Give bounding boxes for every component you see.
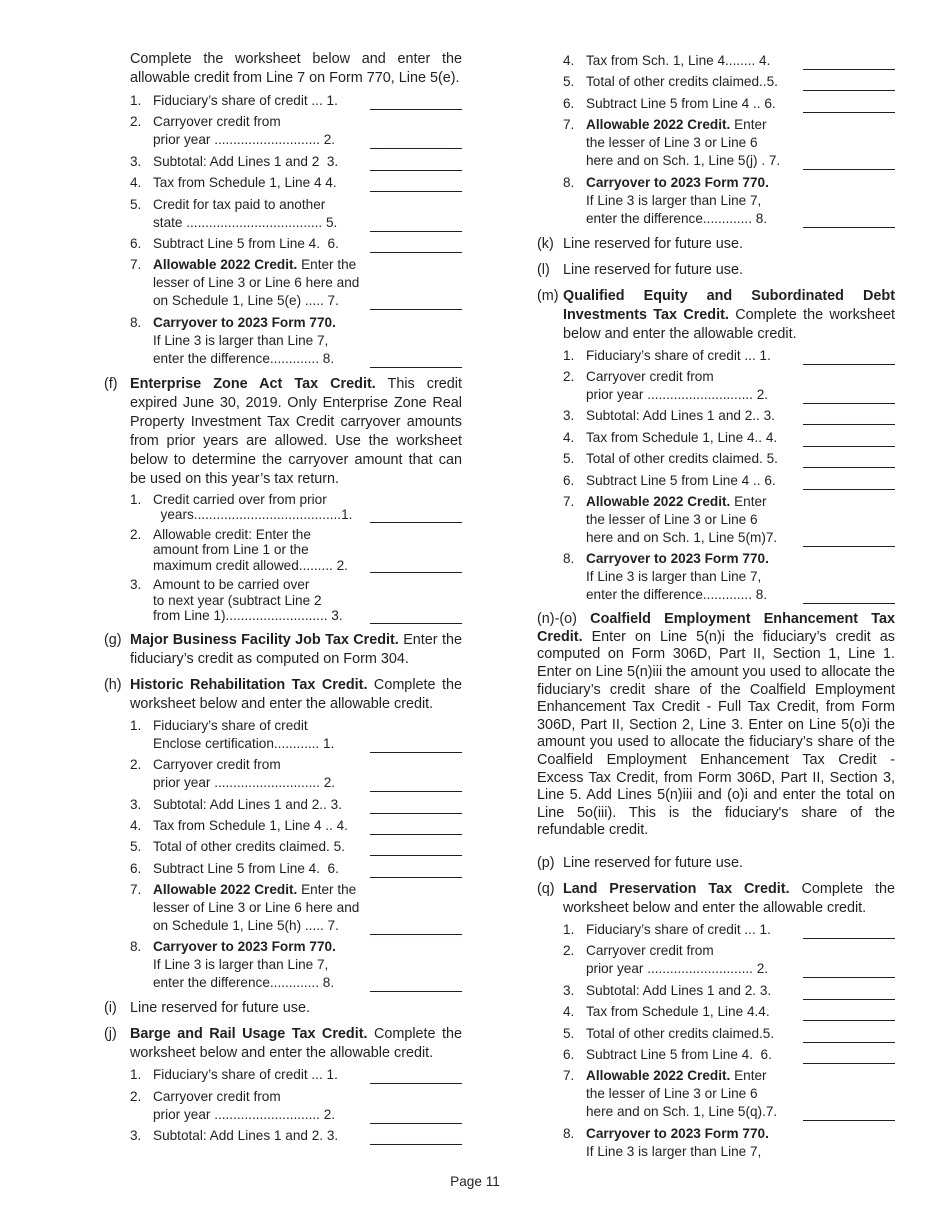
item-number: 3. (130, 796, 142, 812)
item-text: the lesser of Line 3 or Line 6 (586, 1086, 758, 1102)
item-bold-label: Carryover to 2023 Form 770. (586, 174, 769, 190)
amount-entry-line[interactable] (803, 1050, 895, 1064)
item-text: Carryover credit from (586, 368, 714, 384)
item-number: 5. (130, 196, 142, 212)
worksheet-item (563, 1025, 895, 1043)
item-number: 7. (130, 882, 142, 898)
worksheet-j (130, 1066, 462, 1145)
item-text: Fiduciary’s share of credit ... 1. (153, 93, 338, 108)
item-text: If Line 3 is larger than Line 7, (153, 332, 329, 348)
item-text: Tax from Sch. 1, Line 4........ 4. (586, 53, 771, 68)
section-h (104, 676, 462, 993)
item-number: 2. (563, 368, 575, 384)
worksheet-item (563, 1046, 895, 1064)
worksheet-item (130, 796, 462, 814)
item-number: 2. (130, 757, 142, 773)
worksheet-j-continued (563, 52, 895, 228)
item-bold-label: Carryover to 2023 Form 770. (153, 939, 336, 955)
item-number: 1. (130, 1067, 142, 1083)
worksheet-item (130, 756, 462, 792)
item-text: Carryover credit from (153, 1088, 281, 1104)
section-title: Qualified Equity and Subordinated Debt Investments Tax Credit. (563, 287, 895, 323)
item-bold-label: Carryover to 2023 Form 770. (153, 314, 336, 330)
amount-entry-line[interactable] (803, 411, 895, 425)
worksheet-item (130, 1066, 462, 1084)
item-heading-text: Enter (730, 493, 767, 509)
item-text: Fiduciary’s share of credit ... 1. (586, 347, 771, 363)
amount-entry-line[interactable] (803, 1029, 895, 1043)
item-number: 3. (130, 153, 142, 169)
section-letter: (m) (537, 287, 559, 304)
worksheet-item (563, 1125, 895, 1161)
item-number: 8. (563, 1125, 575, 1141)
item-number: 4. (563, 429, 575, 445)
worksheet-item (130, 860, 462, 878)
item-heading (153, 881, 462, 899)
item-number: 3. (563, 408, 575, 424)
item-number: 4. (563, 1004, 575, 1020)
section-letter: (p) (537, 855, 555, 872)
item-text: Carryover credit from (586, 943, 714, 959)
section-j (104, 1025, 462, 1145)
item-number: 1. (130, 93, 142, 108)
item-text: Tax from Schedule 1, Line 4.4. (586, 1004, 770, 1020)
item-text: Subtotal: Add Lines 1 and 2. 3. (586, 982, 772, 998)
section-text: Line reserved for future use. (130, 1000, 310, 1017)
item-text: If Line 3 is larger than Line 7, (586, 192, 762, 208)
item-number: 6. (563, 1046, 575, 1062)
item-number: 4. (563, 53, 575, 68)
worksheet-m (563, 347, 895, 605)
item-text: here and on Sch. 1, Line 5(m)7. (586, 529, 778, 545)
amount-entry-line[interactable] (370, 1110, 462, 1124)
amount-entry-line[interactable] (803, 390, 895, 404)
amount-entry-line[interactable] (370, 800, 462, 814)
section-text: Line reserved for future use. (563, 261, 743, 278)
item-heading-text: Enter (730, 1068, 767, 1084)
item-text: Carryover credit from (153, 114, 281, 130)
worksheet-item (130, 196, 462, 232)
worksheet-item (130, 527, 462, 574)
worksheet-item (563, 1067, 895, 1121)
worksheet-item (130, 92, 462, 110)
worksheet-item (563, 921, 895, 939)
item-text: the lesser of Line 3 or Line 6 (586, 511, 758, 527)
item-number: 1. (563, 347, 575, 363)
worksheet-item (563, 429, 895, 447)
worksheet-item (563, 550, 895, 604)
worksheet-item (130, 314, 462, 368)
worksheet-item (130, 1088, 462, 1124)
item-text: lesser of Line 3 or Line 6 here and (153, 900, 360, 916)
item-number: 1. (130, 491, 142, 507)
section-q (537, 880, 895, 1161)
item-text: amount from Line 1 or the (153, 542, 309, 558)
section-text: Complete the worksheet below and enter the allowable credit. (130, 1026, 462, 1062)
item-text: If Line 3 is larger than Line 7, (586, 569, 762, 585)
item-text: Credit carried over from prior (153, 491, 327, 507)
item-text: to next year (subtract Line 2 (153, 592, 322, 608)
item-text: from Line 1)........................... 3. (153, 608, 343, 624)
worksheet-item (130, 881, 462, 935)
item-text: Fiduciary’s share of credit ... 1. (153, 1067, 338, 1083)
item-text: Subtotal: Add Lines 1 and 2.. 3. (153, 796, 342, 812)
item-text: Subtract Line 5 from Line 4. 6. (153, 235, 339, 251)
item-text: If Line 3 is larger than Line 7, (153, 957, 329, 973)
item-number: 2. (563, 943, 575, 959)
section-text: Complete the worksheet below and enter the allowable credit. (563, 881, 895, 917)
worksheet-f (130, 492, 462, 624)
amount-entry-line[interactable] (803, 1107, 895, 1121)
worksheet-item (563, 493, 895, 547)
section-letter: (n)-(o) (537, 611, 577, 628)
item-heading-text: Enter the (297, 882, 357, 898)
item-text: Tax from Schedule 1, Line 4 4. (153, 175, 337, 191)
item-text: enter the difference............. 8. (586, 210, 768, 226)
amount-entry-line[interactable] (370, 178, 462, 192)
item-number: 5. (130, 839, 142, 855)
worksheet-item (130, 577, 462, 624)
item-text: Subtract Line 5 from Line 4 .. 6. (586, 95, 776, 111)
item-heading (586, 116, 895, 134)
item-text: enter the difference............. 8. (153, 975, 335, 991)
item-heading (586, 174, 895, 192)
section-f (104, 375, 462, 624)
section-letter: (j) (104, 1026, 117, 1043)
item-number: 7. (563, 117, 575, 133)
item-text: Total of other credits claimed. 5. (153, 839, 345, 855)
item-number: 4. (130, 175, 142, 191)
section-text: Enter on Line 5(n)i the fiduciary’s credit as computed on Form 306D, Part II, Section 1, Line 1. Enter on Line 5(n)iii the amount you used to allocate the fiduciary’s credit share of the Coalfield Employment Enhancement Tax Credit - Full Tax Credit, from Form 306D, Part II, Section 2, Line 3. Enter on Line 5(o)i the amount you used to allocate the fiduciary’s share of the Coalfield Employment Enhancement Tax Credit - Excess Tax Credit, from Form 306D, Part II, Section 3, Line 5. Add Lines 5(n)iii and (o)i and enter the total on Line 5o(iii). This is the fiduciary's share of the refundable credit. (537, 628, 895, 839)
section-text: Complete the worksheet below and enter the allowable credit. (563, 306, 895, 342)
item-number: 8. (563, 174, 575, 190)
item-heading (586, 1125, 895, 1143)
section-e-intro: Complete the worksheet below and enter the allowable credit from Line 7 on Form 770, Line 5(e). (130, 51, 462, 86)
section-g (104, 631, 462, 669)
section-letter: (l) (537, 261, 550, 278)
item-text: Carryover credit from (153, 757, 281, 773)
item-text: Total of other credits claimed..5. (586, 74, 778, 90)
section-letter: (h) (104, 676, 122, 693)
amount-entry-line[interactable] (370, 921, 462, 935)
item-bold-label: Carryover to 2023 Form 770. (586, 1125, 769, 1141)
item-number: 1. (130, 717, 142, 733)
item-number: 3. (563, 982, 575, 998)
item-number: 7. (130, 257, 142, 273)
worksheet-item (563, 116, 895, 170)
item-number: 2. (130, 526, 142, 542)
item-text: here and on Sch. 1, Line 5(q).7. (586, 1104, 778, 1120)
section-n-o (537, 611, 895, 840)
worksheet-item (130, 153, 462, 171)
amount-entry-line[interactable] (370, 978, 462, 992)
section-text: Complete the worksheet below and enter the allowable credit. (130, 676, 462, 712)
worksheet-item (130, 113, 462, 149)
amount-entry-line[interactable] (370, 842, 462, 856)
item-text: Total of other credits claimed.5. (586, 1025, 775, 1041)
worksheet-item (130, 717, 462, 753)
item-text: prior year ............................ 2. (153, 1106, 336, 1122)
item-number: 8. (130, 939, 142, 955)
section-letter: (g) (104, 631, 122, 648)
item-bold-label: Allowable 2022 Credit. (153, 882, 298, 898)
item-number: 1. (563, 922, 575, 938)
item-number: 6. (130, 235, 142, 251)
worksheet-item (130, 838, 462, 856)
item-text: Enclose certification............ 1. (153, 735, 335, 751)
item-text: prior year ............................ 2. (153, 775, 336, 791)
amount-entry-line[interactable] (803, 533, 895, 547)
worksheet-item (563, 174, 895, 228)
item-bold-label: Allowable 2022 Credit. (586, 493, 731, 509)
item-heading (153, 314, 462, 332)
amount-entry-line[interactable] (803, 925, 895, 939)
worksheet-item (563, 52, 895, 70)
item-heading (586, 550, 895, 568)
worksheet-item (130, 938, 462, 992)
section-letter: (k) (537, 235, 554, 252)
amount-entry-line[interactable] (803, 986, 895, 1000)
item-text: years.......................................1. (153, 507, 353, 523)
worksheet-item (130, 817, 462, 835)
worksheet-item (563, 95, 895, 113)
item-text: enter the difference............. 8. (586, 587, 768, 603)
item-text: Total of other credits claimed. 5. (586, 451, 778, 467)
item-heading-text: Enter (730, 117, 767, 133)
section-text: This credit expired June 30, 2019. Only Enterprise Zone Real Property Investment Tax Credit carryover amounts from prior years are allowed. Use the worksheet below to determine the carryover amount that can be used on this year’s tax return. (130, 375, 462, 487)
item-heading (153, 256, 462, 274)
item-text: Subtract Line 5 from Line 4. 6. (586, 1046, 772, 1062)
item-text: Allowable credit: Enter the (153, 526, 311, 542)
item-text: If Line 3 is larger than Line 7, (586, 1143, 762, 1159)
worksheet-h (130, 717, 462, 993)
amount-entry-line[interactable] (370, 296, 462, 310)
item-text: on Schedule 1, Line 5(h) ..... 7. (153, 918, 339, 934)
item-text: prior year ............................ 2. (586, 386, 769, 402)
item-text: Subtotal: Add Lines 1 and 2 3. (153, 153, 339, 169)
item-text: the lesser of Line 3 or Line 6 (586, 135, 758, 151)
item-text: Tax from Schedule 1, Line 4.. 4. (586, 429, 778, 445)
worksheet-item (563, 472, 895, 490)
item-bold-label: Allowable 2022 Credit. (153, 257, 298, 273)
item-text: on Schedule 1, Line 5(e) ..... 7. (153, 293, 339, 309)
item-bold-label: Carryover to 2023 Form 770. (586, 551, 769, 567)
worksheet-item (563, 73, 895, 91)
item-number: 2. (130, 114, 142, 130)
section-title: Barge and Rail Usage Tax Credit. (130, 1026, 368, 1043)
amount-entry-line[interactable] (803, 351, 895, 365)
item-bold-label: Allowable 2022 Credit. (586, 117, 731, 133)
amount-entry-line[interactable] (803, 156, 895, 170)
section-letter: (i) (104, 1000, 117, 1017)
item-number: 3. (130, 577, 142, 593)
worksheet-item (563, 347, 895, 365)
section-text: Line reserved for future use. (563, 855, 743, 872)
item-number: 6. (130, 860, 142, 876)
left-column (104, 50, 462, 1149)
item-number: 8. (563, 551, 575, 567)
section-title: Historic Rehabilitation Tax Credit. (130, 676, 368, 693)
amount-entry-line[interactable] (803, 590, 895, 604)
section-k (537, 235, 895, 254)
amount-entry-line[interactable] (803, 454, 895, 468)
item-number: 2. (130, 1088, 142, 1104)
item-text: here and on Sch. 1, Line 5(j) . 7. (586, 153, 781, 169)
amount-entry-line[interactable] (803, 476, 895, 490)
item-text: prior year ............................ 2. (153, 132, 336, 148)
item-text: Subtotal: Add Lines 1 and 2. 3. (153, 1128, 339, 1144)
worksheet-q (563, 921, 895, 1161)
item-text: Subtract Line 5 from Line 4. 6. (153, 860, 339, 876)
amount-entry-line[interactable] (370, 864, 462, 878)
item-text: lesser of Line 3 or Line 6 here and (153, 275, 360, 291)
item-number: 6. (563, 95, 575, 111)
item-number: 7. (563, 493, 575, 509)
amount-entry-line[interactable] (370, 559, 462, 573)
amount-entry-line[interactable] (370, 509, 462, 523)
worksheet-item (563, 368, 895, 404)
item-text: Tax from Schedule 1, Line 4 .. 4. (153, 817, 348, 833)
section-i (104, 999, 462, 1018)
worksheet-item (563, 407, 895, 425)
amount-entry-line[interactable] (803, 77, 895, 91)
amount-entry-line[interactable] (370, 1131, 462, 1145)
item-text: state .................................... 5. (153, 214, 338, 230)
item-heading (153, 938, 462, 956)
section-title: Land Preservation Tax Credit. (563, 881, 790, 898)
item-text: Subtotal: Add Lines 1 and 2.. 3. (586, 408, 775, 424)
worksheet-item (130, 174, 462, 192)
amount-entry-line[interactable] (803, 56, 895, 70)
item-text: enter the difference............. 8. (153, 350, 335, 366)
worksheet-item (130, 235, 462, 253)
amount-entry-line[interactable] (370, 821, 462, 835)
item-number: 8. (130, 314, 142, 330)
worksheet-item (563, 1003, 895, 1021)
amount-entry-line[interactable] (370, 218, 462, 232)
worksheet-e (130, 92, 462, 368)
amount-entry-line[interactable] (803, 1007, 895, 1021)
worksheet-item (563, 982, 895, 1000)
item-number: 5. (563, 1025, 575, 1041)
right-column (537, 52, 895, 1164)
section-title: Major Business Facility Job Tax Credit. (130, 631, 399, 648)
item-number: 6. (563, 472, 575, 488)
item-text: maximum credit allowed......... 2. (153, 557, 348, 573)
amount-entry-line[interactable] (370, 157, 462, 171)
section-letter: (f) (104, 375, 118, 392)
amount-entry-line[interactable] (370, 354, 462, 368)
item-number: 5. (563, 451, 575, 467)
item-text: Subtract Line 5 from Line 4 .. 6. (586, 472, 776, 488)
amount-entry-line[interactable] (370, 135, 462, 149)
worksheet-item (130, 256, 462, 310)
item-text: prior year ............................ 2. (586, 961, 769, 977)
amount-entry-line[interactable] (370, 778, 462, 792)
amount-entry-line[interactable] (370, 610, 462, 624)
item-number: 7. (563, 1068, 575, 1084)
item-text: Fiduciary’s share of credit ... 1. (586, 922, 771, 938)
amount-entry-line[interactable] (370, 239, 462, 253)
amount-entry-line[interactable] (803, 433, 895, 447)
amount-entry-line[interactable] (370, 96, 462, 110)
page-number: Page 11 (450, 1174, 500, 1189)
amount-entry-line[interactable] (370, 739, 462, 753)
item-heading (586, 1067, 895, 1085)
section-text: Enter the fiduciary’s credit as computed on Form 304. (130, 631, 462, 667)
item-number: 4. (130, 817, 142, 833)
item-text: Credit for tax paid to another (153, 196, 326, 212)
worksheet-item (130, 492, 462, 523)
amount-entry-line[interactable] (803, 964, 895, 978)
section-m (537, 287, 895, 605)
amount-entry-line[interactable] (370, 1070, 462, 1084)
worksheet-item (130, 1127, 462, 1145)
item-heading-text: Enter the (297, 257, 357, 273)
section-l (537, 261, 895, 280)
amount-entry-line[interactable] (803, 99, 895, 113)
section-title: Enterprise Zone Act Tax Credit. (130, 375, 376, 392)
item-text: Fiduciary’s share of credit (153, 717, 308, 733)
item-heading (586, 493, 895, 511)
worksheet-item (563, 450, 895, 468)
item-number: 3. (130, 1128, 142, 1144)
section-title: Coalfield Employment Enhancement Tax Credit. (537, 611, 895, 645)
amount-entry-line[interactable] (803, 214, 895, 228)
section-text: Line reserved for future use. (563, 235, 743, 252)
section-p (537, 854, 895, 873)
item-bold-label: Allowable 2022 Credit. (586, 1068, 731, 1084)
item-text: Amount to be carried over (153, 577, 310, 593)
section-letter: (q) (537, 881, 555, 898)
worksheet-item (563, 942, 895, 978)
item-number: 5. (563, 74, 575, 90)
